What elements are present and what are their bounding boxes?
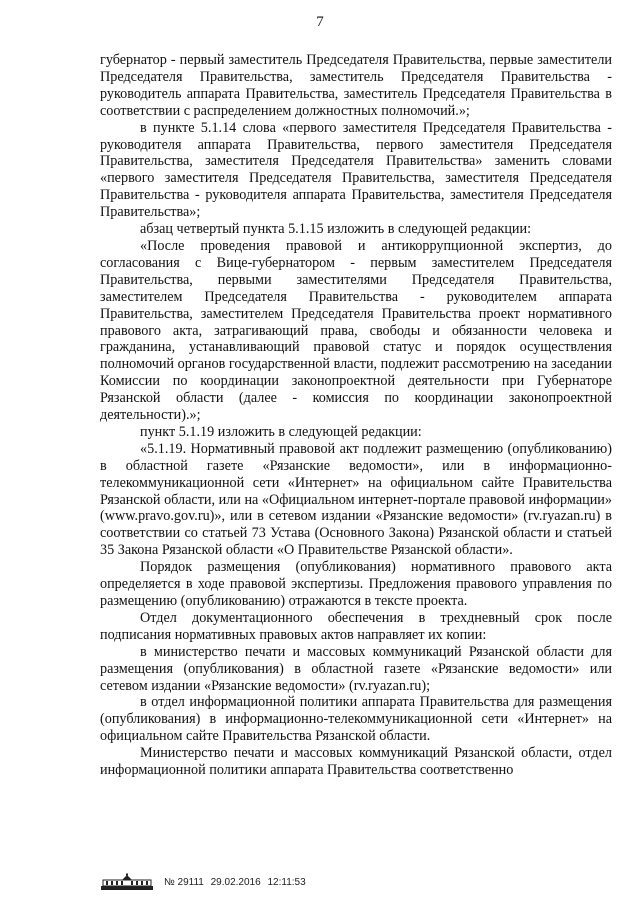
paragraph: в министерство печати и массовых коммуникаций Рязанской области для размещения (опубликования) в областной газете «Рязанские ведомости» или сетевом издании «Рязанские ведомости» (rv.ryazan.ru); [100,643,612,694]
document-footer [100,872,306,892]
paragraph: Министерство печати и массовых коммуникаций Рязанской области, отдел информационной политики аппарата Правительства соответственно [100,745,612,779]
document-number: № 29111 [164,876,204,888]
paragraph: Отдел документационного обеспечения в трехдневный срок после подписания нормативных правовых актов направляет их копии: [100,609,612,643]
registration-stamp [164,877,306,888]
paragraph: пункт 5.1.19 изложить в следующей редакции: [140,423,422,440]
document-date: 29.02.2016 [210,876,261,888]
paragraph: Порядок размещения (опубликования) нормативного правового акта определяется в ходе правовой экспертизы. Предложения правового управления по размещению (опубликованию) отражаются в тексте проекта. [100,559,612,609]
paragraph: в отдел информационной политики аппарата Правительства для размещения (опубликования) в информационно-телекоммуникационной сети «Интернет» на официальном сайте Правительства Рязанской области. [100,694,612,745]
paragraph: «5.1.19. Нормативный правовой акт подлежит размещению (опубликованию) в областной газете «Рязанские ведомости», или в информационно-телекоммуникационной сети «Интернет» на официальном сайте Правительства Рязанской области, или на «Официальном интернет-портале правовой информации» (www.pravo.gov.ru)», или в сетевом издании «Рязанские ведомости» (rv.ryazan.ru) в соответствии со статьей 73 Устава (Основного Закона) Рязанской области и статьей 35 Закона Рязанской области «О Правительстве Рязанской области». [100,440,612,559]
document-body [100,52,612,779]
paragraph: «После проведения правовой и антикоррупционной экспертиз, до согласования с Вице-губернатором - первым заместителем Председателя Правительства, первыми заместителями Председателя Правительства, заместителем Председателя Правительства - руководителем аппарата Правительства, заместителем Председателя Правительства проект нормативного правового акта, затрагивающий права, свободы и обязанности человека и гражданина, устанавливающий правовой статус и порядок осуществления полномочий органов государственной власти, подлежит рассмотрению на заседании Комиссии по координации законопроектной деятельности при Губернаторе Рязанской области (далее - комиссия по координации законопроектной деятельности).»; [100,237,612,424]
page-number: 7 [316,14,324,30]
government-building-icon [100,873,154,891]
paragraph: губернатор - первый заместитель Председателя Правительства, первые заместители Председателя Правительства, заместитель Председателя Правительства - руководитель аппарата Правительства, заместитель Председателя Правительства в соответствии с распределением должностных полномочий.»; [100,52,612,119]
document-time: 12:11:53 [267,876,306,888]
paragraph: абзац четвертый пункта 5.1.15 изложить в следующей редакции: [140,221,532,238]
paragraph: в пункте 5.1.14 слова «первого заместителя Председателя Правительства - руководителя аппарата Правительства, первого заместителя Председателя Правительства, заместителя Председателя Правительства» заменить словами «первого заместителя Председателя Правительства, заместителя Председателя Правительства - руководителя аппарата Правительства, заместителя Председателя Правительства»; [100,119,612,221]
